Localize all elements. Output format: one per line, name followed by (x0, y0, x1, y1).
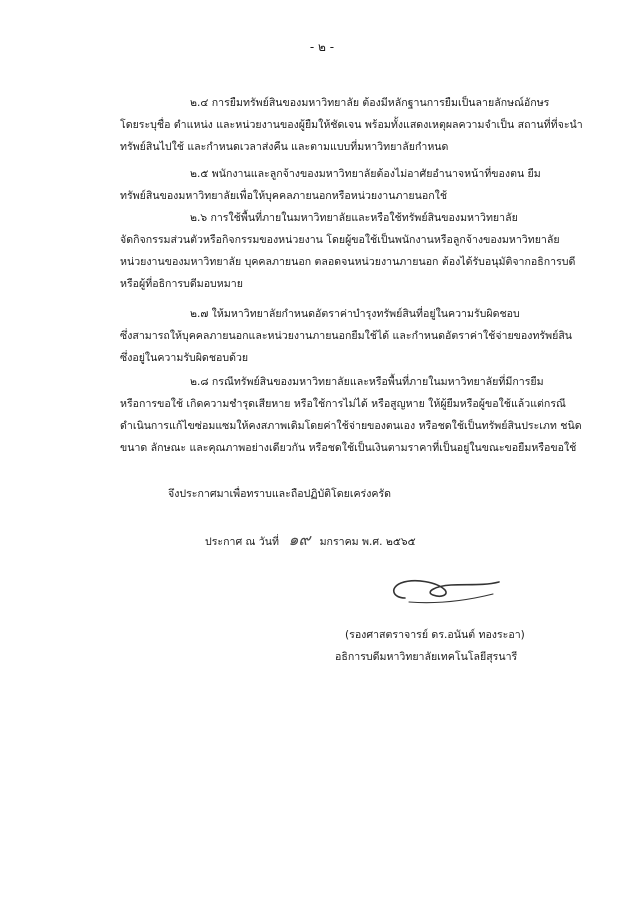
clause-2-8 (120, 371, 582, 459)
closing-statement: จึงประกาศมาเพื่อทราบและถือปฏิบัติโดยเคร่งครัด (168, 488, 392, 500)
clause-line: ซึ่งอยู่ในความรับผิดชอบด้วย (120, 352, 249, 364)
clause-line: จัดกิจกรรมส่วนตัวหรือกิจกรรมของหน่วยงาน โดยผู้ขอใช้เป็นพนักงานหรือลูกจ้างของมหาวิทยาลัย (120, 234, 560, 246)
clause-line: หน่วยงานของมหาวิทยาลัย บุคคลภายนอก ตลอดจนหน่วยงานภายนอก ต้องได้รับอนุมัติจากอธิการบดี (120, 256, 576, 268)
clause-line: ทรัพย์สินไปใช้ และกำหนดเวลาส่งคืน และตามแบบที่มหาวิทยาลัยกำหนด (120, 141, 449, 153)
clause-line: ทรัพย์สินของมหาวิทยาลัยเพื่อให้บุคคลภายนอกหรือหน่วยงานภายนอกใช้ (120, 190, 448, 202)
clause-line: โดยระบุชื่อ ตำแหน่ง และหน่วยงานของผู้ยืมให้ชัดเจน พร้อมทั้งแสดงเหตุผลความจำเป็น สถานที่ที่จะนำ (120, 119, 583, 131)
clause-line: ๒.๔ การยืมทรัพย์สินของมหาวิทยาลัย ต้องมีหลักฐานการยืมเป็นลายลักษณ์อักษร (190, 97, 550, 109)
signer-title: อธิการบดีมหาวิทยาลัยเทคโนโลยีสุรนารี (335, 651, 518, 663)
clause-line: หรือการขอใช้ เกิดความชำรุดเสียหาย หรือใช้การไม่ได้ หรือสูญหาย ให้ผู้ยืมหรือผู้ขอใช้แล้วแต่กรณี (120, 398, 566, 410)
clause-2-5 (120, 163, 564, 207)
clause-line: ๒.๕ พนักงานและลูกจ้างของมหาวิทยาลัยต้องไม่อาศัยอำนาจหน้าที่ของตน ยืม (190, 168, 541, 180)
clause-line: ขนาด ลักษณะ และคุณภาพอย่างเดียวกัน หรือชดใช้เป็นเงินตามราคาที่เป็นอยู่ในขณะขอยืมหรือขอใช้ (120, 442, 577, 454)
date-day-handwritten: ๑๙ (288, 530, 311, 549)
clause-line: ๒.๖ การใช้พื้นที่ภายในมหาวิทยาลัยและหรือใช้ทรัพย์สินของมหาวิทยาลัย (190, 212, 518, 224)
date-month-year: มกราคม พ.ศ. ๒๕๖๕ (319, 536, 416, 548)
signer-name: (รองศาสตราจารย์ ดร.อนันต์ ทองระอา) (345, 629, 525, 641)
page-number: - ๒ - (309, 40, 335, 54)
date-prefix: ประกาศ ณ วันที่ (205, 536, 279, 548)
clause-line: หรือผู้ที่อธิการบดีมอบหมาย (120, 278, 243, 290)
clause-2-7 (120, 303, 573, 369)
clause-line: ๒.๘ กรณีทรัพย์สินของมหาวิทยาลัยและหรือพื้นที่ภายในมหาวิทยาลัยที่มีการยืม (190, 376, 544, 388)
signature-icon (375, 568, 505, 614)
clause-line: ซึ่งสามารถให้บุคคลภายนอกและหน่วยงานภายนอกยืมใช้ได้ และกำหนดอัตราค่าใช้จ่ายของทรัพย์สิน (120, 330, 573, 342)
announcement-date (205, 528, 416, 553)
clause-line: ดำเนินการแก้ไขซ่อมแซมให้คงสภาพเดิมโดยค่าใช้จ่ายของตนเอง หรือชดใช้เป็นทรัพย์สินประเภท ชนิด (120, 420, 582, 432)
clause-line: ๒.๗ ให้มหาวิทยาลัยกำหนดอัตราค่าบำรุงทรัพย์สินที่อยู่ในความรับผิดชอบ (190, 308, 520, 320)
clause-2-6 (120, 207, 576, 295)
clause-2-4 (120, 92, 583, 158)
